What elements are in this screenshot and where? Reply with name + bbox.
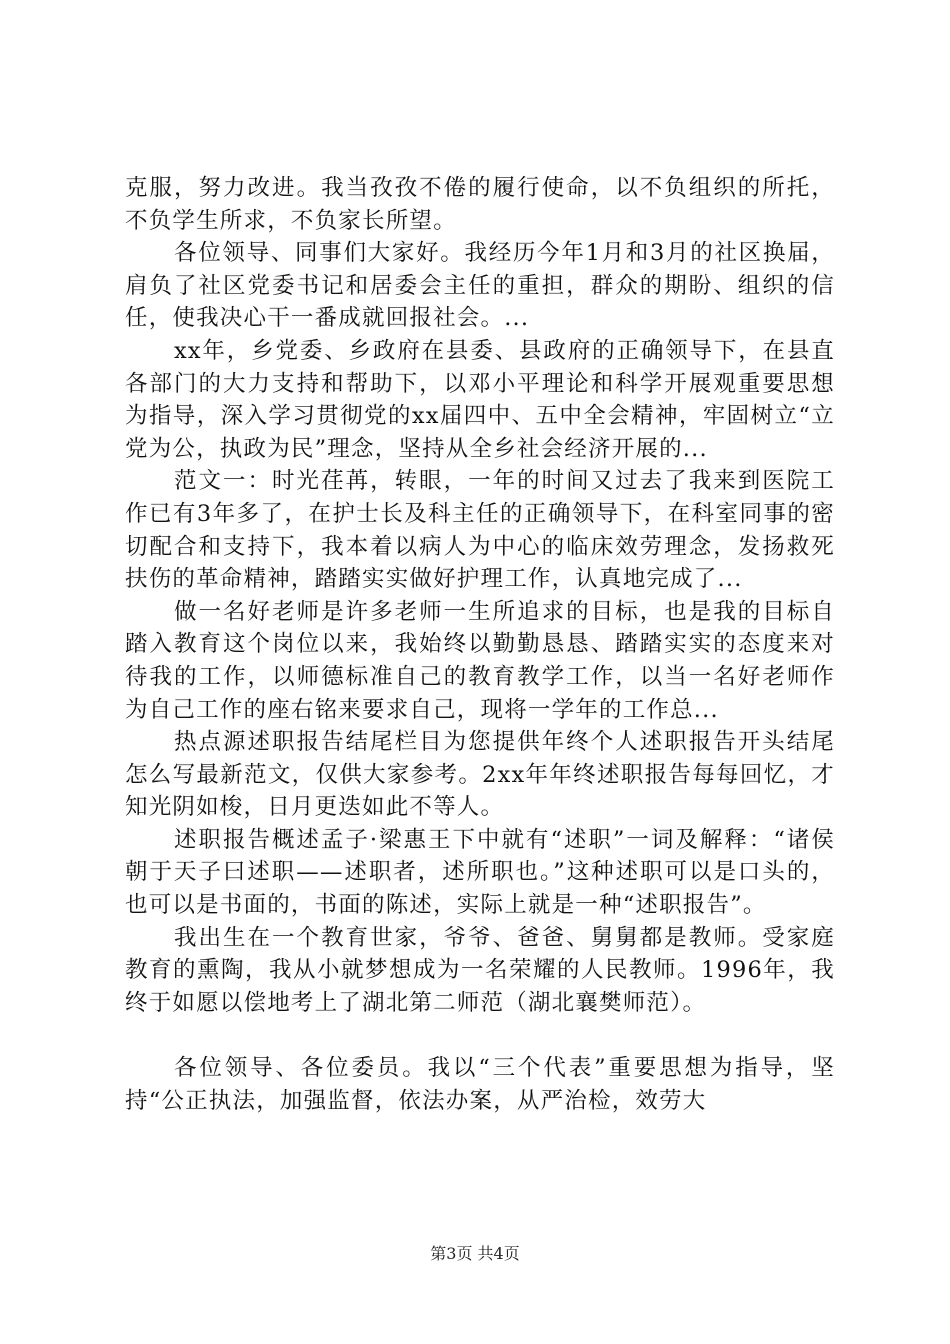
paragraph-5: 做一名好老师是许多老师一生所追求的目标，也是我的目标自踏入教育这个岗位以来，我始终以勤勤恳恳、踏踏实实的态度来对待我的工作，以师德标准自己的教育教学工作，以当一名好老师作为自己工作的座右铭来要求自己，现将一学年的工作总... [125,598,835,723]
paragraph-4: 范文一：时光荏苒，转眼，一年的时间又过去了我来到医院工作已有3年多了，在护士长及科主任的正确领导下，在科室同事的密切配合和支持下，我本着以病人为中心的临床效劳理念，发扬救死扶伤的革命精神，踏踏实实做好护理工作，认真地完成了... [125,468,835,593]
document-body [125,172,835,1117]
paragraph-9: 各位领导、各位委员。我以“三个代表”重要思想为指导，坚持“公正执法，加强监督，依法办案，从严治检，效劳大 [125,1055,835,1114]
paragraph-3: xx年，乡党委、乡政府在县委、县政府的正确领导下，在县直各部门的大力支持和帮助下，以邓小平理论和科学开展观重要思想为指导，深入学习贯彻党的xx届四中、五中全会精神，牢固树立“立党为公，执政为民”理念，坚持从全乡社会经济开展的... [125,337,835,462]
page-footer: 第3页 共4页 [430,1244,520,1263]
paragraph-7: 述职报告概述孟子·梁惠王下中就有“述职”一词及解释：“诸侯朝于天子曰述职——述职者，述所职也。”这种述职可以是口头的，也可以是书面的，书面的陈述，实际上就是一种“述职报告”。 [125,826,835,919]
paragraph-6: 热点源述职报告结尾栏目为您提供年终个人述职报告开头结尾怎么写最新范文，仅供大家参考。2xx年年终述职报告每每回忆，才知光阴如梭，日月更迭如此不等人。 [125,729,835,821]
paragraph-1: 克服，努力改进。我当孜孜不倦的履行使命，以不负组织的所托，不负学生所求，不负家长所望。 [125,175,835,234]
paragraph-8: 我出生在一个教育世家，爷爷、爸爸、舅舅都是教师。受家庭教育的熏陶，我从小就梦想成为一名荣耀的人民教师。1996年，我终于如愿以偿地考上了湖北第二师范（湖北襄樊师范）。 [125,924,835,1016]
paragraph-2: 各位领导、同事们大家好。我经历今年1月和3月的社区换届，肩负了社区党委书记和居委会主任的重担，群众的期盼、组织的信任，使我决心干一番成就回报社会。... [125,240,835,332]
paragraph-spacer [125,1019,835,1052]
